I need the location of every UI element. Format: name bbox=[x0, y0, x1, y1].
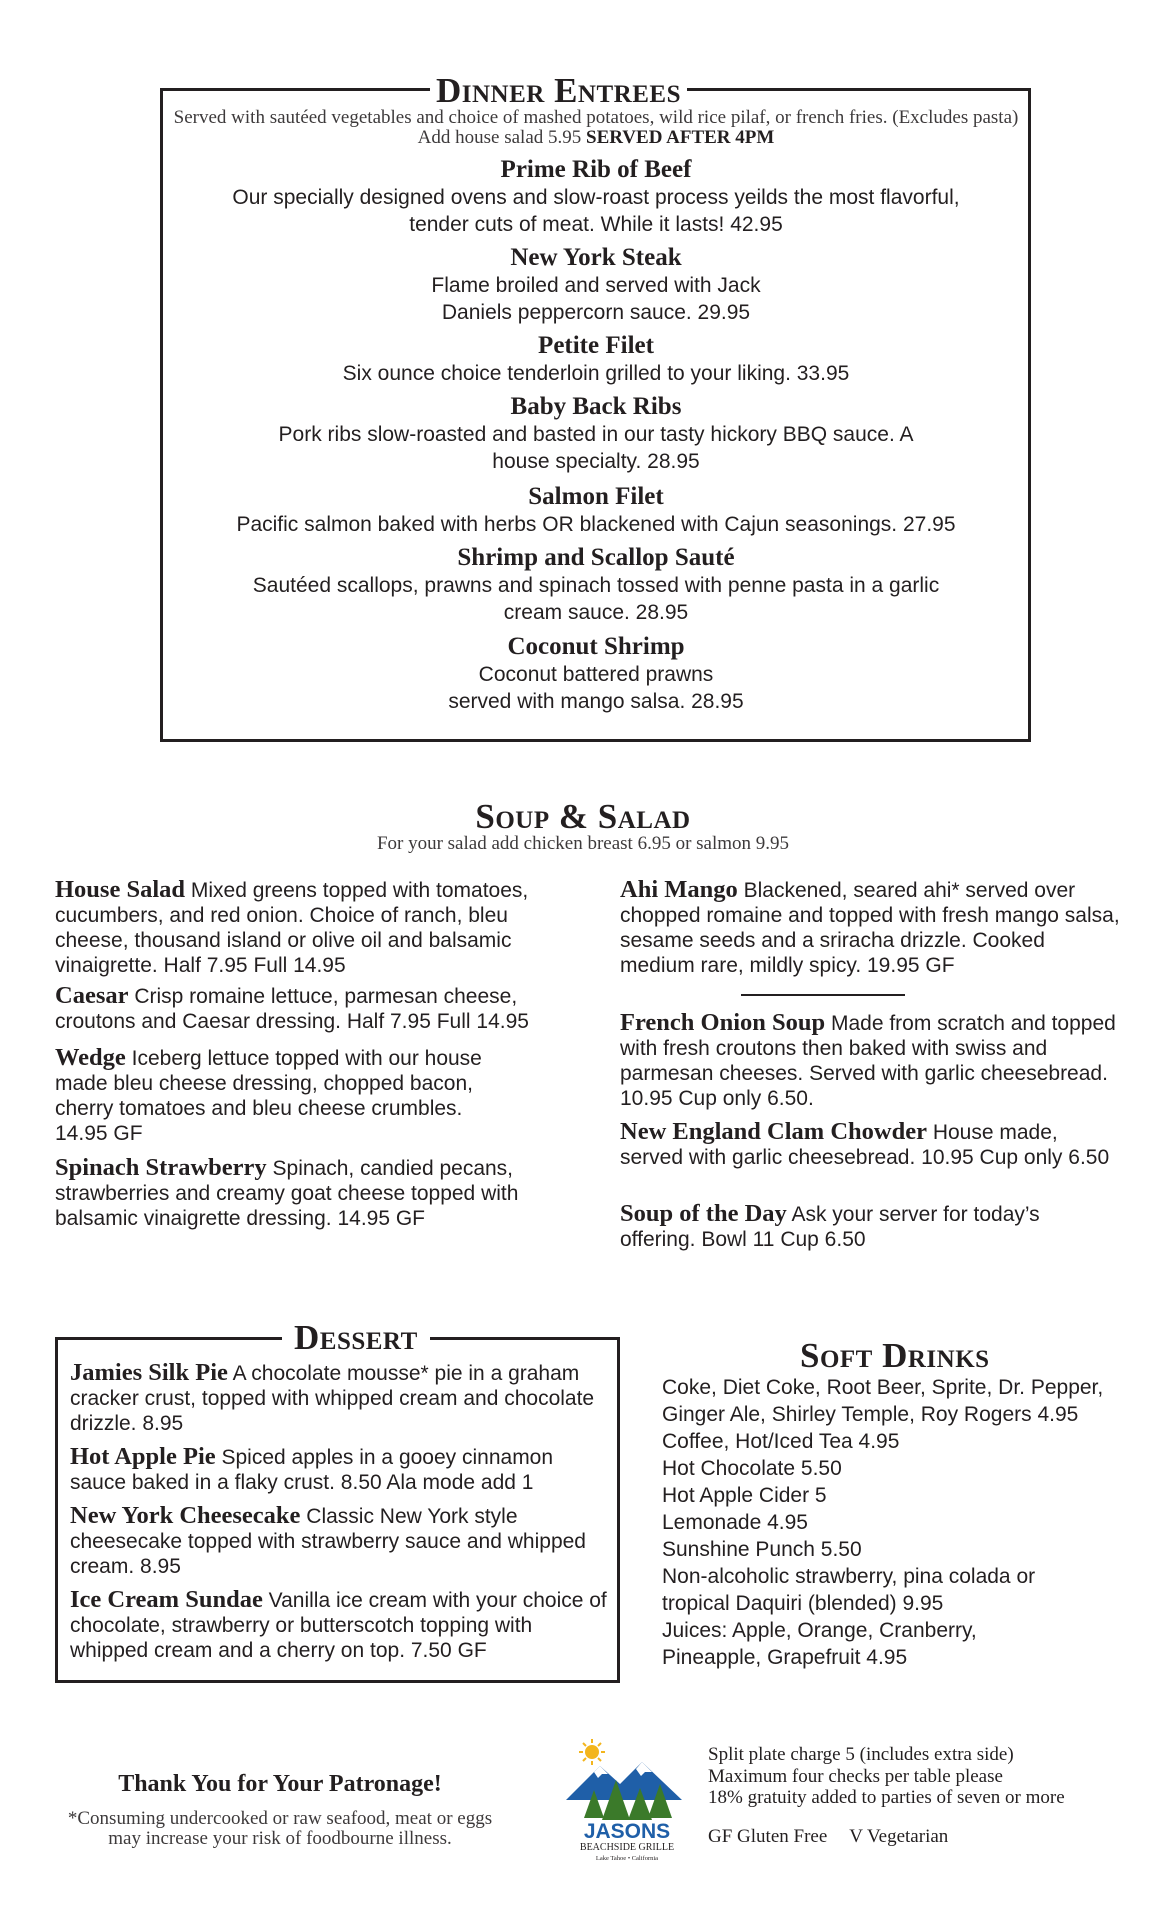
menu-item bbox=[55, 983, 585, 1034]
dinner-intro-text: Served with sautéed vegetables and choice of mashed potatoes, wild rice pilaf, or french fries. (Excludes pasta) Add house salad 5.95 bbox=[173, 107, 1019, 148]
item-name: House Salad bbox=[55, 876, 186, 903]
entree-desc: Our specially designed ovens and slow-roast process yeilds the most flavorful, tender cuts of meat. While it lasts! 42.95 bbox=[232, 186, 960, 236]
entree-item bbox=[166, 392, 1026, 475]
dessert-item bbox=[70, 1360, 610, 1436]
item-name: Soup of the Day bbox=[620, 1200, 787, 1227]
policy-line: 18% gratuity added to parties of seven or more bbox=[708, 1787, 1065, 1808]
entree-item bbox=[166, 243, 1026, 326]
section-divider bbox=[741, 994, 905, 996]
entree-item bbox=[166, 331, 1026, 387]
drink-line: Pineapple, Grapefruit 4.95 bbox=[662, 1646, 908, 1669]
soft-drinks-list bbox=[662, 1374, 1132, 1671]
served-after-note: SERVED AFTER 4PM bbox=[586, 127, 775, 148]
entree-name: Shrimp and Scallop Sauté bbox=[457, 544, 735, 571]
drink-line: Ginger Ale, Shirley Temple, Roy Rogers 4.95 bbox=[662, 1403, 1079, 1426]
legend-vegetarian: V Vegetarian bbox=[849, 1826, 949, 1847]
logo-location: Lake Tahoe • California bbox=[595, 1855, 659, 1862]
item-desc: Classic New York style cheesecake topped with strawberry sauce and whipped cream. 8.95 bbox=[70, 1505, 586, 1578]
drink-line: Non-alcoholic strawberry, pina colada or bbox=[662, 1565, 1036, 1588]
drink-line: tropical Daquiri (blended) 9.95 bbox=[662, 1592, 944, 1615]
item-name: New York Cheesecake bbox=[70, 1502, 301, 1529]
soup-salad-subtitle: For your salad add chicken breast 6.95 or salmon 9.95 bbox=[376, 833, 790, 854]
entree-name: Salmon Filet bbox=[528, 483, 664, 510]
drink-line: Coke, Diet Coke, Root Beer, Sprite, Dr. Pepper, bbox=[662, 1376, 1104, 1399]
entree-item bbox=[166, 482, 1026, 538]
dinner-intro bbox=[166, 108, 1026, 148]
dessert-item bbox=[70, 1444, 610, 1495]
item-name: Wedge bbox=[55, 1044, 126, 1071]
entree-name: Petite Filet bbox=[538, 332, 654, 359]
item-desc: Vanilla ice cream with your choice of chocolate, strawberry or butterscotch topping with whipped cream and a cherry on top. 7.50 GF bbox=[70, 1589, 607, 1662]
menu-item bbox=[55, 1045, 520, 1146]
entree-desc: Pork ribs slow-roasted and basted in our tasty hickory BBQ sauce. A house specialty. 28.95 bbox=[278, 423, 914, 473]
item-desc: Spiced apples in a gooey cinnamon sauce baked in a flaky crust. 8.50 Ala mode add 1 bbox=[70, 1446, 554, 1494]
dessert-title: Dessert bbox=[282, 1319, 430, 1357]
item-name: Ice Cream Sundae bbox=[70, 1586, 263, 1613]
legend-gluten-free: GF Gluten Free bbox=[708, 1826, 828, 1847]
drink-line: Hot Apple Cider 5 bbox=[662, 1484, 827, 1507]
entree-item bbox=[166, 155, 1026, 238]
item-desc: Blackened, seared ahi* served over chopped romaine and topped with fresh mango salsa, sesame seeds and a sriracha drizzle. Cooked medium rare, mildly spicy. 19.95 GF bbox=[620, 879, 1120, 977]
item-desc: Crisp romaine lettuce, parmesan cheese, croutons and Caesar dressing. Half 7.95 Full 14.95 bbox=[55, 985, 529, 1033]
house-policy-notes bbox=[708, 1744, 1148, 1809]
entree-desc: Six ounce choice tenderloin grilled to your liking. 33.95 bbox=[342, 362, 850, 385]
item-desc: Iceberg lettuce topped with our house made bleu cheese dressing, chopped bacon, cherry tomatoes and bleu cheese crumbles. 14.95 GF bbox=[55, 1047, 482, 1145]
jasons-logo bbox=[562, 1738, 692, 1863]
entree-desc: Flame broiled and served with Jack Daniels peppercorn sauce. 29.95 bbox=[431, 274, 761, 324]
entree-item bbox=[166, 543, 1026, 626]
consumption-warning: *Consuming undercooked or raw seafood, meat or eggs may increase your risk of foodbourne illness. bbox=[67, 1808, 493, 1849]
item-name: New England Clam Chowder bbox=[620, 1118, 927, 1145]
item-desc: Mixed greens topped with tomatoes, cucumbers, and red onion. Choice of ranch, bleu cheese, thousand island or olive oil and balsamic vinaigrette. Half 7.95 Full 14.95 bbox=[55, 879, 529, 977]
logo-subtitle: BEACHSIDE GRILLE bbox=[579, 1842, 675, 1853]
menu-item bbox=[55, 1155, 595, 1231]
entree-name: Prime Rib of Beef bbox=[500, 156, 692, 183]
entree-name: Coconut Shrimp bbox=[507, 633, 685, 660]
entree-name: New York Steak bbox=[510, 244, 682, 271]
entree-desc: Pacific salmon baked with herbs OR blackened with Cajun seasonings. 27.95 bbox=[236, 513, 956, 536]
item-name: Spinach Strawberry bbox=[55, 1154, 267, 1181]
policy-line: Split plate charge 5 (includes extra side) bbox=[708, 1744, 1014, 1765]
dessert-item bbox=[70, 1503, 610, 1579]
item-name: Caesar bbox=[55, 982, 129, 1009]
item-name: French Onion Soup bbox=[620, 1009, 826, 1036]
logo-wordmark: JASONS bbox=[583, 1820, 671, 1843]
menu-item bbox=[620, 1010, 1120, 1111]
entree-desc: Sautéed scallops, prawns and spinach tossed with penne pasta in a garlic cream sauce. 28.95 bbox=[252, 574, 940, 624]
drink-line: Coffee, Hot/Iced Tea 4.95 bbox=[662, 1430, 900, 1453]
drink-line: Hot Chocolate 5.50 bbox=[662, 1457, 842, 1480]
dessert-item bbox=[70, 1587, 610, 1663]
dinner-entrees-title: Dinner Entrees bbox=[430, 72, 687, 110]
item-desc: A chocolate mousse* pie in a graham cracker crust, topped with whipped cream and chocolate drizzle. 8.95 bbox=[70, 1362, 595, 1435]
menu-item bbox=[620, 1119, 1120, 1170]
item-desc: Spinach, candied pecans, strawberries and creamy goat cheese topped with balsamic vinaigrette dressing. 14.95 GF bbox=[55, 1157, 519, 1230]
item-name: Ahi Mango bbox=[620, 876, 738, 903]
drink-line: Lemonade 4.95 bbox=[662, 1511, 808, 1534]
item-name: Jamies Silk Pie bbox=[70, 1359, 228, 1386]
thank-you-note: Thank You for Your Patronage! bbox=[118, 1771, 442, 1797]
menu-item bbox=[620, 877, 1120, 978]
policy-line: Maximum four checks per table please bbox=[708, 1765, 1003, 1787]
entree-name: Baby Back Ribs bbox=[510, 393, 682, 420]
soup-salad-title: Soup & Salad bbox=[475, 797, 691, 836]
item-name: Hot Apple Pie bbox=[70, 1443, 216, 1470]
dietary-legend bbox=[708, 1826, 948, 1848]
item-desc: Made from scratch and topped with fresh croutons then baked with swiss and parmesan cheeses. Served with garlic cheesebread. 10.95 Cup only 6.50. bbox=[620, 1012, 1116, 1110]
soft-drinks-title: Soft Drinks bbox=[800, 1336, 990, 1375]
mountain-icon bbox=[566, 1762, 682, 1800]
item-desc: Ask your server for today’s offering. Bowl 11 Cup 6.50 bbox=[620, 1203, 1040, 1251]
entree-item bbox=[166, 632, 1026, 715]
menu-item bbox=[620, 1201, 1080, 1252]
item-desc: House made, served with garlic cheesebread. 10.95 Cup only 6.50 bbox=[620, 1121, 1110, 1169]
entree-desc: Coconut battered prawns served with mango salsa. 28.95 bbox=[448, 663, 744, 713]
menu-item bbox=[55, 877, 585, 978]
drink-line: Juices: Apple, Orange, Cranberry, bbox=[662, 1619, 977, 1642]
drink-line: Sunshine Punch 5.50 bbox=[662, 1538, 862, 1561]
sun-icon bbox=[579, 1739, 605, 1765]
